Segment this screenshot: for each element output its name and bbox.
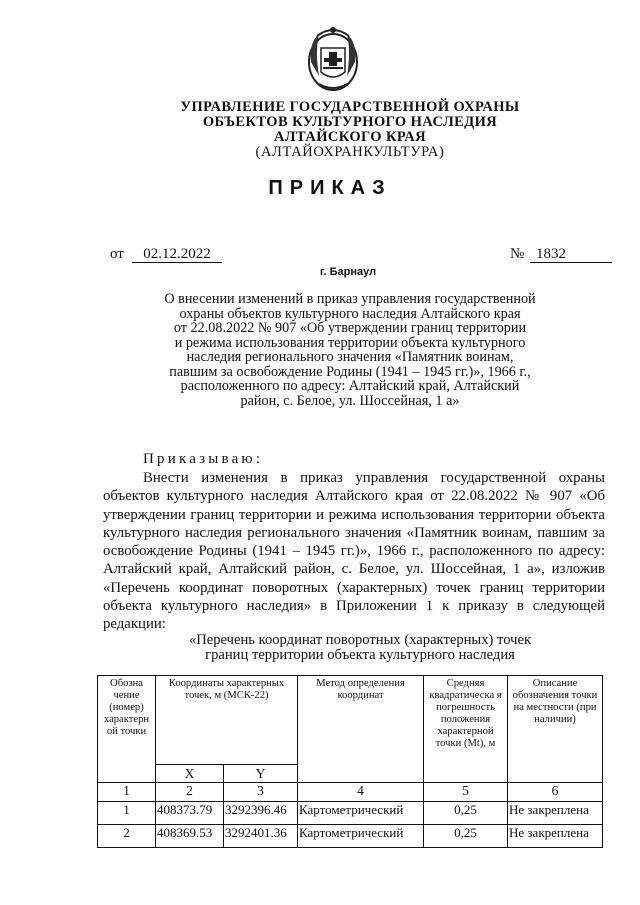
coat-of-arms-emblem [297, 22, 369, 96]
authority-short-name: (АЛТАЙОХРАНКУЛЬТУРА) [255, 144, 445, 160]
number-label: № [510, 246, 525, 262]
document-date: 02.12.2022 [132, 246, 222, 263]
order-word: Приказываю: [143, 451, 264, 467]
coordinates-table [97, 675, 603, 848]
point-number: 2 [98, 825, 156, 848]
document-type-title: ПРИКАЗ [268, 177, 392, 199]
order-subject [140, 292, 560, 408]
list-title [150, 633, 570, 662]
table-row [98, 802, 603, 825]
column-number: 6 [508, 783, 603, 802]
authority-line-2: ОБЪЕКТОВ КУЛЬТУРНОГО НАСЛЕДИЯ [202, 114, 498, 130]
mean-error: 0,25 [424, 802, 508, 825]
point-description: Не закреплена [508, 802, 603, 825]
column-number: 5 [424, 783, 508, 802]
y-coordinate: 3292401.36 [224, 825, 298, 848]
subject-line: расположенного по адресу: Алтайский край, Алтайский [180, 378, 520, 394]
order-paragraph: Внести изменения в приказ управления государственной охраны объектов культурного наследия Алтайского края от 22.08.2022 № 907 «Об утверждении границ территории и режима использования территории объекта культурного наследия регионального значения «Памятник воинам, павшим за освобождение Родины (1941 – 1945 гг.)», 1966 г., расположенного по адресу: Алтайский край, Алтайский район, с. Белое, ул. Шоссейная, 1 а», изложив «Перечень координат поворотных (характерных) точек границ территории объекта культурного наследия» в Приложении 1 к приказу в следующей редакции: [103, 470, 605, 633]
list-title-line-1: «Перечень координат поворотных (характерных) точек [188, 632, 532, 648]
method: Картометрический [298, 825, 424, 848]
header-x: X [156, 765, 224, 783]
city: г. Барнаул [320, 266, 377, 278]
column-number: 3 [224, 783, 298, 802]
header-mean-error: Средняя квадратическа я погрешность положения характерной точки (Mt), м [424, 676, 508, 783]
point-description: Не закреплена [508, 825, 603, 848]
issuing-authority [60, 100, 640, 160]
mean-error: 0,25 [424, 825, 508, 848]
x-coordinate: 408369.53 [156, 825, 224, 848]
list-title-line-2: границ территории объекта культурного наследия [205, 646, 515, 663]
subject-line: район, с. Белое, ул. Шоссейная, 1 а» [240, 392, 460, 409]
subject-line: от 22.08.2022 № 907 «Об утверждении границ территории [173, 320, 527, 336]
date-label: от [110, 246, 124, 262]
header-point-designation: Обозна чение (номер) характерн ой точки [98, 676, 156, 783]
authority-line-3: АЛТАЙСКОГО КРАЯ [273, 129, 427, 145]
subject-line: павшим за освобождение Родины (1941 – 1945 гг.)», 1966 г., [169, 363, 531, 380]
authority-line-1: УПРАВЛЕНИЕ ГОСУДАРСТВЕННОЙ ОХРАНЫ [180, 99, 520, 115]
column-number: 1 [98, 783, 156, 802]
header-method: Метод определения координат [298, 676, 424, 783]
column-number: 2 [156, 783, 224, 802]
column-number: 4 [298, 783, 424, 802]
subject-line: охраны объектов культурного наследия Алтайского края [179, 305, 521, 322]
x-coordinate: 408373.79 [156, 802, 224, 825]
method: Картометрический [298, 802, 424, 825]
document-number: 1832 [530, 246, 612, 263]
subject-line: наследия регионального значения «Памятник воинам, [186, 349, 514, 365]
y-coordinate: 3292396.46 [224, 802, 298, 825]
table-row [98, 825, 603, 848]
header-y: Y [224, 765, 298, 783]
subject-line: и режима использования территории объекта культурного [174, 334, 526, 351]
header-coordinates: Координаты характерных точек, м (МСК-22) [156, 676, 298, 765]
subject-line: О внесении изменений в приказ управления государственной [164, 291, 536, 307]
header-description: Описание обозначения точки на местности (при наличии) [508, 676, 603, 783]
point-number: 1 [98, 802, 156, 825]
